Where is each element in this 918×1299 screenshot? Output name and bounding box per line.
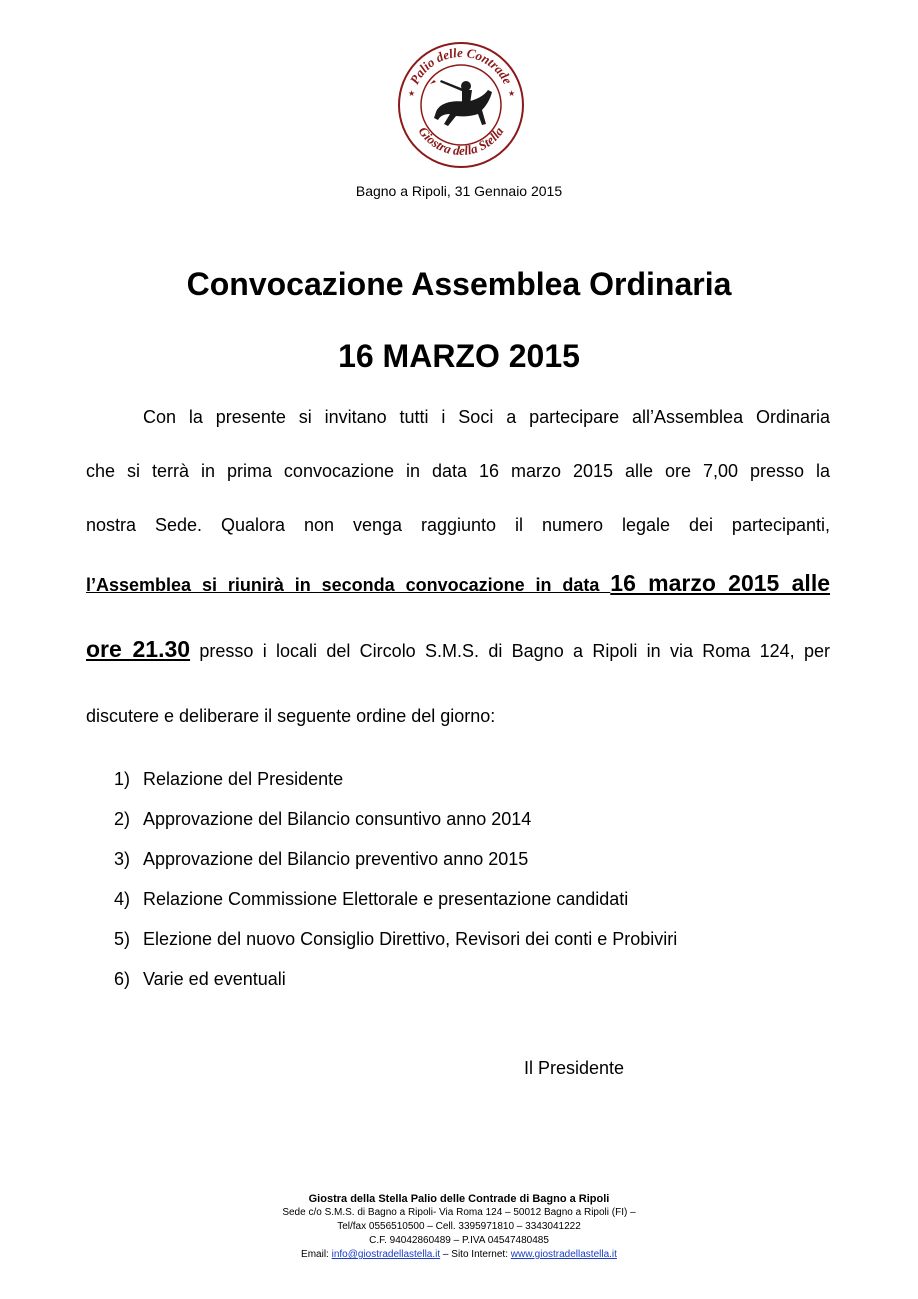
document-subtitle: 16 MARZO 2015	[338, 338, 580, 374]
agenda-num: 5)	[114, 929, 131, 949]
footer-phone: Tel/fax 0556510500 – Cell. 3395971810 – 3343041222	[337, 1221, 581, 1232]
agenda-item	[114, 968, 677, 1008]
agenda-num: 2)	[114, 809, 131, 829]
agenda-item	[114, 808, 677, 848]
logo-bottom-text: Giostra della Stella	[415, 123, 507, 159]
date-line: Bagno a Ripoli, 31 Gennaio 2015	[355, 183, 563, 199]
document-title: Convocazione Assemblea Ordinaria	[186, 266, 732, 302]
agenda-num: 3)	[114, 849, 131, 869]
footer	[0, 1192, 918, 1262]
logo-top-text: Palio delle Contrade	[406, 44, 516, 87]
body-line-3: nostra Sede. Qualora non venga raggiunto il numero legale dei partecipanti,	[86, 515, 830, 535]
website-link[interactable]: www.giostradellastella.it	[510, 1249, 617, 1260]
second-convocation-date: 16 marzo 2015 alle	[610, 570, 830, 596]
svg-text:Giostra della Stella	[416, 124, 507, 159]
email-label: Email:	[301, 1249, 332, 1260]
agenda-text: Relazione Commissione Elettorale e presentazione candidati	[143, 889, 629, 909]
agenda-num: 6)	[114, 969, 131, 989]
agenda-item	[114, 888, 677, 928]
agenda-list	[114, 768, 677, 1008]
footer-address: Sede c/o S.M.S. di Bagno a Ripoli- Via Roma 124 – 50012 Bagno a Ripoli (FI) –	[282, 1207, 636, 1218]
star-icon: ★	[508, 89, 516, 98]
giostra-della-stella-logo	[396, 40, 526, 170]
body-line-6: discutere e deliberare il seguente ordine del giorno:	[86, 706, 496, 726]
agenda-text: Elezione del nuovo Consiglio Direttivo, Revisori dei conti e Probiviri	[143, 929, 678, 949]
body-line-4	[86, 572, 830, 596]
svg-text:Palio delle Contrade	[407, 45, 516, 87]
agenda-item	[114, 848, 677, 888]
agenda-num: 4)	[114, 889, 131, 909]
star-icon: ★	[408, 89, 416, 98]
site-label: – Sito Internet:	[440, 1249, 511, 1260]
agenda-text: Approvazione del Bilancio preventivo anno 2015	[143, 849, 529, 869]
body-line-1: Con la presente si invitano tutti i Soci a partecipare all’Assemblea Ordinaria	[143, 407, 830, 427]
footer-organization: Giostra della Stella Palio delle Contrade di Bagno a Ripoli	[308, 1193, 610, 1205]
body-line-2: che si terrà in prima convocazione in data 16 marzo 2015 alle ore 7,00 presso la	[86, 461, 830, 481]
agenda-item	[114, 928, 677, 968]
email-link[interactable]: info@giostradellastella.it	[331, 1249, 441, 1260]
footer-contacts	[0, 1248, 918, 1262]
agenda-text: Approvazione del Bilancio consuntivo anno 2014	[143, 809, 532, 829]
agenda-num: 1)	[114, 769, 131, 789]
signature: Il Presidente	[524, 1058, 625, 1078]
second-convocation-time: ore 21.30	[86, 636, 191, 662]
agenda-text: Varie ed eventuali	[143, 969, 286, 989]
second-convocation-text: l’Assemblea si riunirà in seconda convocazione in data	[86, 575, 611, 595]
footer-tax-ids: C.F. 94042860489 – P.IVA 04547480485	[369, 1235, 549, 1246]
venue-text: presso i locali del Circolo S.M.S. di Bagno a Ripoli in via Roma 124, per	[190, 641, 830, 661]
agenda-text: Relazione del Presidente	[143, 769, 344, 789]
body-line-5	[86, 638, 830, 662]
agenda-item	[114, 768, 677, 808]
horse-rider-icon	[430, 78, 492, 126]
